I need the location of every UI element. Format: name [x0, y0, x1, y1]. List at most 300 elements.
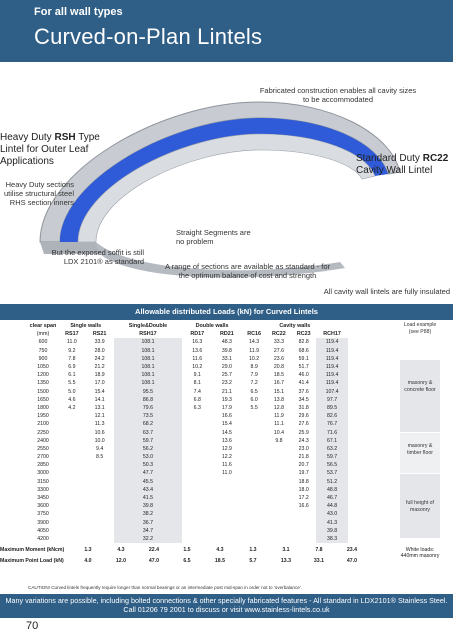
footer-value: 33.1: [313, 558, 324, 564]
table-row: [28, 535, 348, 543]
load-cell: [242, 461, 267, 469]
span-cell: 1350: [37, 380, 49, 387]
load-cell: 4.2: [68, 404, 76, 411]
load-cell: [212, 478, 242, 486]
load-cell: [182, 412, 212, 420]
load-cell: [291, 510, 316, 518]
load-cell: 25.7: [221, 372, 232, 379]
span-cell: 1500: [37, 388, 49, 395]
column-header: RS17: [65, 331, 79, 338]
table-row: [28, 379, 348, 387]
footer-value: 1.3: [84, 547, 92, 553]
load-cell: 39.8: [114, 502, 183, 510]
load-cell: 41.3: [316, 519, 348, 527]
load-cell: 107.4: [316, 388, 348, 396]
span-cell: 2100: [37, 421, 49, 428]
group-header: Single&Double: [128, 323, 168, 330]
load-cell: 48.3: [221, 339, 232, 346]
load-example-header: Load example (see P88): [403, 322, 437, 335]
load-cell: 43.4: [114, 486, 183, 494]
load-cell: [58, 535, 86, 543]
load-cell: 33.1: [221, 355, 232, 362]
load-cell: [242, 428, 267, 436]
table-row: [28, 363, 348, 371]
table-row: [28, 510, 348, 518]
load-cell: [242, 527, 267, 535]
load-cell: 97.7: [316, 396, 348, 404]
span-cell: 600: [38, 339, 48, 346]
load-cell: 119.4: [316, 371, 348, 379]
footer-value: 23.4: [346, 547, 357, 553]
table-row: [28, 461, 348, 469]
table-row: [28, 355, 348, 363]
load-cell: 21.2: [94, 364, 105, 371]
load-cell: [182, 428, 212, 436]
standard-duty-post: Cavity Wall Lintel: [356, 165, 433, 176]
load-cell: [242, 478, 267, 486]
load-cell: [182, 535, 212, 543]
table-row: [28, 371, 348, 379]
load-cell: 38.2: [114, 510, 183, 518]
load-cell: [58, 428, 86, 436]
load-cell: [58, 502, 86, 510]
table-row: [28, 404, 348, 412]
span-cell: 2700: [37, 454, 49, 461]
table-row: [28, 469, 348, 477]
load-cell: 13.8: [273, 396, 284, 403]
load-cell: [267, 510, 292, 518]
load-cell: 16.3: [192, 339, 203, 346]
table-row: [28, 412, 348, 420]
table-row: [28, 494, 348, 502]
footer-value: 3.1: [282, 547, 290, 553]
load-cell: [182, 445, 212, 453]
load-cell: [182, 437, 212, 445]
load-cell: 17.2: [298, 495, 309, 502]
column-header: RS21: [92, 331, 107, 338]
span-cell: 2250: [37, 429, 49, 436]
load-cell: 13.1: [94, 404, 105, 411]
table-title: Allowable distributed Loads (kN) for Curved Lintels: [0, 304, 453, 320]
load-cell: 108.1: [114, 363, 183, 371]
load-cell: 53.0: [114, 453, 183, 461]
load-cell: [267, 535, 292, 543]
load-cell: 16.7: [273, 380, 284, 387]
load-cell: 108.1: [114, 338, 183, 346]
table-row: [28, 486, 348, 494]
load-cell: [182, 420, 212, 428]
page-number: 70: [26, 620, 39, 632]
load-cell: [182, 494, 212, 502]
load-cell: 13.6: [192, 347, 203, 354]
footer-value: 6.5: [183, 558, 191, 564]
span-cell: 2850: [37, 462, 49, 469]
load-cell: [242, 469, 267, 477]
load-cell: 31.8: [298, 404, 309, 411]
load-cell: [182, 519, 212, 527]
load-cell: 18.8: [298, 478, 309, 485]
load-cell: 10.0: [94, 437, 105, 444]
load-cell: 67.1: [316, 437, 348, 445]
load-cell: 5.5: [250, 404, 258, 411]
load-cell: 18.9: [94, 372, 105, 379]
load-cell: 46.7: [316, 494, 348, 502]
load-cell: [242, 486, 267, 494]
load-cell: 119.4: [316, 347, 348, 355]
load-cell: [182, 478, 212, 486]
column-header: RSH17: [139, 331, 157, 338]
load-cell: 16.6: [221, 413, 232, 420]
load-cell: 24.2: [94, 355, 105, 362]
load-cell: 119.4: [316, 338, 348, 346]
side-label: full height of masonry: [400, 474, 440, 538]
load-cell: 27.6: [273, 347, 284, 354]
column-header: RC16: [247, 331, 261, 338]
load-cell: [58, 437, 86, 445]
load-cell: [182, 486, 212, 494]
load-cell: 8.5: [96, 454, 104, 461]
span-cell: 3900: [37, 519, 49, 526]
table-row: [28, 437, 348, 445]
load-cell: [212, 527, 242, 535]
load-cell: [86, 486, 114, 494]
load-cell: 41.4: [298, 380, 309, 387]
load-cell: [86, 461, 114, 469]
heavy-duty-pre: Heavy Duty: [0, 132, 55, 143]
side-label: masonry & timber floor: [400, 433, 440, 473]
load-cell: [86, 478, 114, 486]
load-cell: 73.5: [114, 412, 183, 420]
load-cell: 6.8: [193, 396, 201, 403]
span-cell: 900: [38, 355, 48, 362]
heavy-duty-label: [0, 132, 110, 168]
load-cell: 11.9: [249, 347, 259, 354]
load-cell: [267, 494, 292, 502]
page-title: Curved-on-Plan Lintels: [34, 24, 263, 49]
load-cell: [86, 535, 114, 543]
load-cell: [58, 478, 86, 486]
load-cell: [86, 510, 114, 518]
load-cell: [86, 494, 114, 502]
footer-value: 47.0: [346, 558, 357, 564]
load-cell: 32.2: [114, 535, 183, 543]
load-cell: 36.7: [114, 519, 183, 527]
footer-value: 22.4: [148, 547, 159, 553]
load-cell: 41.5: [114, 494, 183, 502]
load-cell: 17.0: [94, 380, 105, 387]
footer-value: 4.3: [117, 547, 125, 553]
span-cell: 3150: [37, 478, 49, 485]
load-cell: 13.6: [221, 437, 232, 444]
footer-label: Maximum Moment (kNcm): [0, 547, 65, 553]
span-cell: 2550: [37, 445, 49, 452]
load-cell: 10.2: [192, 364, 203, 371]
load-cell: 15.4: [94, 388, 105, 395]
footer-value: 18.5: [214, 558, 225, 564]
footer-note: White loads: 440mm masonry: [400, 547, 440, 559]
table-row: [28, 428, 348, 436]
load-cell: [182, 510, 212, 518]
load-cell: 21.8: [298, 454, 309, 461]
load-cell: 63.2: [316, 445, 348, 453]
load-cell: 9.1: [193, 372, 201, 379]
page-header: [0, 0, 453, 62]
straight-segments-note: Straight Segments are no problem: [176, 228, 251, 246]
span-cell: 3750: [37, 511, 49, 518]
load-cell: 8.9: [250, 364, 258, 371]
load-cell: [291, 535, 316, 543]
load-cell: 119.4: [316, 379, 348, 387]
load-cell: 6.0: [250, 396, 258, 403]
span-cell: 1950: [37, 413, 49, 420]
load-cell: 5.0: [68, 388, 76, 395]
group-header: Cavity walls: [279, 323, 311, 330]
all-cavity-note: All cavity wall lintels are fully insulated: [323, 287, 450, 296]
load-cell: [267, 469, 292, 477]
load-cell: 34.5: [298, 396, 309, 403]
load-cell: 10.4: [273, 429, 284, 436]
column-header: RD17: [190, 331, 205, 338]
load-cell: 10.2: [249, 355, 260, 362]
load-cell: 51.2: [316, 478, 348, 486]
load-cell: 76.7: [316, 420, 348, 428]
load-cell: 11.0: [222, 470, 232, 477]
load-cell: 47.7: [114, 469, 183, 477]
load-cell: 33.9: [94, 339, 105, 346]
load-cell: 71.6: [316, 428, 348, 436]
span-cell: 3300: [37, 486, 49, 493]
load-cell: 14.1: [94, 396, 105, 403]
load-cell: 15.1: [273, 388, 284, 395]
load-cell: [267, 527, 292, 535]
load-cell: [58, 486, 86, 494]
footer-value: 5.7: [249, 558, 257, 564]
load-cell: 29.0: [221, 364, 232, 371]
load-cell: 89.5: [316, 404, 348, 412]
load-cell: [242, 519, 267, 527]
load-cell: 11.6: [222, 462, 232, 469]
load-cell: 59.7: [114, 437, 183, 445]
load-cell: [212, 486, 242, 494]
span-cell: 1050: [37, 364, 49, 371]
load-cell: [267, 502, 292, 510]
load-cell: 68.2: [114, 420, 183, 428]
load-cell: 79.6: [114, 404, 183, 412]
load-cell: [267, 486, 292, 494]
standard-duty-code: RC22: [422, 153, 449, 164]
load-cell: 10.6: [94, 429, 105, 436]
load-cell: [242, 412, 267, 420]
footer-value: 1.3: [249, 547, 257, 553]
load-cell: 6.5: [250, 388, 258, 395]
load-cell: [242, 494, 267, 502]
caution-note: CAUTION! Curved lintels frequently require longer than normal bearings or an intermediate post mid-span in order not to 'overbalance'.: [28, 585, 302, 590]
load-cell: 14.5: [221, 429, 232, 436]
table-row: [28, 453, 348, 461]
footer-value: 12.0: [115, 558, 126, 564]
table-row: [28, 338, 348, 346]
span-cell: 3450: [37, 495, 49, 502]
load-cell: 4.6: [68, 396, 76, 403]
load-cell: 68.6: [298, 347, 309, 354]
load-cell: [86, 519, 114, 527]
load-cell: [86, 469, 114, 477]
load-cell: [58, 469, 86, 477]
load-cell: 82.8: [298, 339, 309, 346]
load-cell: [58, 453, 86, 461]
load-cell: 6.9: [68, 364, 76, 371]
load-cell: [267, 519, 292, 527]
span-cell: 1650: [37, 396, 49, 403]
load-cell: [212, 519, 242, 527]
load-cell: 20.7: [298, 462, 309, 469]
load-cell: 108.1: [114, 347, 183, 355]
load-cell: 7.9: [250, 372, 258, 379]
standard-duty-label: [356, 153, 452, 177]
mm-unit: (mm): [36, 331, 50, 338]
load-cell: 14.3: [249, 339, 260, 346]
load-cell: 18.0: [298, 486, 309, 493]
load-cell: 108.1: [114, 379, 183, 387]
table-row: [28, 388, 348, 396]
fabricated-note: Fabricated construction enables all cavity sizes to be accommodated: [259, 86, 417, 104]
load-cell: 29.6: [298, 413, 309, 420]
load-cell: 59.1: [298, 355, 309, 362]
load-cell: [291, 527, 316, 535]
load-cell: 23.6: [273, 355, 284, 362]
load-cell: [212, 510, 242, 518]
load-cell: 6.3: [193, 404, 201, 411]
load-cell: [86, 502, 114, 510]
span-cell: 3000: [37, 470, 49, 477]
load-cell: 108.1: [114, 355, 183, 363]
table-row: [28, 445, 348, 453]
load-cell: 38.3: [316, 535, 348, 543]
load-table-area: [0, 322, 443, 564]
load-cell: 56.5: [316, 461, 348, 469]
load-cell: 63.7: [114, 428, 183, 436]
load-cell: [242, 502, 267, 510]
heavy-duty-sections-note: Heavy Duty sections utilise structural steel RHS section inners: [3, 180, 74, 207]
span-cell: 4050: [37, 527, 49, 534]
footer-value: 13.3: [280, 558, 291, 564]
load-cell: 19.7: [298, 470, 309, 477]
load-cell: 45.5: [114, 478, 183, 486]
load-cell: [267, 478, 292, 486]
load-cell: 7.8: [68, 355, 76, 362]
footer-value: 1.5: [183, 547, 191, 553]
load-cell: 39.8: [316, 527, 348, 535]
load-cell: [182, 502, 212, 510]
load-cell: 21.1: [221, 388, 232, 395]
load-cell: 82.6: [316, 412, 348, 420]
load-cell: 119.4: [316, 363, 348, 371]
column-header: RD21: [219, 331, 234, 338]
span-cell: 1200: [37, 372, 49, 379]
side-label: masonry & concrete floor: [400, 360, 440, 432]
span-cell: 2400: [37, 437, 49, 444]
footer-row: [0, 558, 440, 564]
load-cell: [242, 437, 267, 445]
load-cell: 46.0: [298, 372, 309, 379]
header-subtitle: For all wall types: [34, 6, 123, 18]
load-cell: 19.3: [221, 396, 232, 403]
load-cell: 7.2: [250, 380, 258, 387]
load-cell: [86, 527, 114, 535]
column-header: RC22: [272, 331, 286, 338]
load-cell: 95.5: [114, 388, 183, 396]
load-cell: [242, 535, 267, 543]
load-cell: [242, 453, 267, 461]
load-table: [28, 322, 348, 543]
load-cell: [242, 445, 267, 453]
load-cell: 12.2: [221, 454, 232, 461]
load-cell: 12.8: [273, 404, 284, 411]
span-cell: 1800: [37, 404, 49, 411]
load-cell: [212, 535, 242, 543]
column-header: RC23: [296, 331, 311, 338]
footer-value: 4.0: [84, 558, 92, 564]
footer-banner: Many variations are possible, including bolted connections & other specially fabricated features - All standard in LDX2101® Stainless Steel. Call 01206 79 2001 to discuss or visit www.stainless-lintels.co.uk: [0, 594, 453, 618]
table-row: [28, 347, 348, 355]
group-header: Double walls: [195, 323, 229, 330]
clear-span-header: clear span: [29, 323, 57, 330]
load-cell: 39.8: [221, 347, 232, 354]
load-cell: [242, 510, 267, 518]
load-cell: 9.8: [275, 437, 283, 444]
range-sections-note: A range of sections are available as standard - for the optimum balance of cost and strength: [164, 262, 331, 280]
load-cell: 9.4: [96, 445, 104, 452]
table-row: [28, 420, 348, 428]
load-cell: [267, 453, 292, 461]
heavy-duty-post: Type Lintel for Outer Leaf Applications: [0, 132, 100, 167]
footer-value: 47.0: [148, 558, 159, 564]
load-cell: [58, 461, 86, 469]
load-cell: [58, 420, 86, 428]
load-cell: [58, 527, 86, 535]
load-cell: 5.5: [68, 380, 76, 387]
column-header: RCH17: [323, 331, 341, 338]
load-cell: [58, 519, 86, 527]
load-cell: 6.1: [68, 372, 76, 379]
standard-duty-pre: Standard Duty: [356, 153, 423, 164]
load-cell: 9.2: [68, 347, 76, 354]
load-cell: 51.7: [298, 364, 309, 371]
span-cell: 3600: [37, 503, 49, 510]
load-cell: 28.0: [94, 347, 105, 354]
load-cell: [212, 494, 242, 502]
load-cell: 24.3: [298, 437, 309, 444]
load-cell: [58, 510, 86, 518]
group-header: Single walls: [70, 323, 102, 330]
load-cell: 8.1: [193, 380, 201, 387]
span-cell: 4200: [37, 535, 49, 542]
load-cell: [182, 527, 212, 535]
load-cell: 23.2: [221, 380, 232, 387]
load-cell: 25.9: [298, 429, 309, 436]
load-cell: 20.8: [273, 364, 284, 371]
footer-value: 4.3: [216, 547, 224, 553]
load-cell: [242, 420, 267, 428]
load-cell: [267, 461, 292, 469]
load-cell: 7.4: [193, 388, 201, 395]
load-cell: 56.2: [114, 445, 183, 453]
load-cell: [58, 494, 86, 502]
load-cell: 34.7: [114, 527, 183, 535]
heavy-duty-code: RSH: [54, 132, 76, 143]
table-row: [28, 478, 348, 486]
load-cell: [182, 469, 212, 477]
